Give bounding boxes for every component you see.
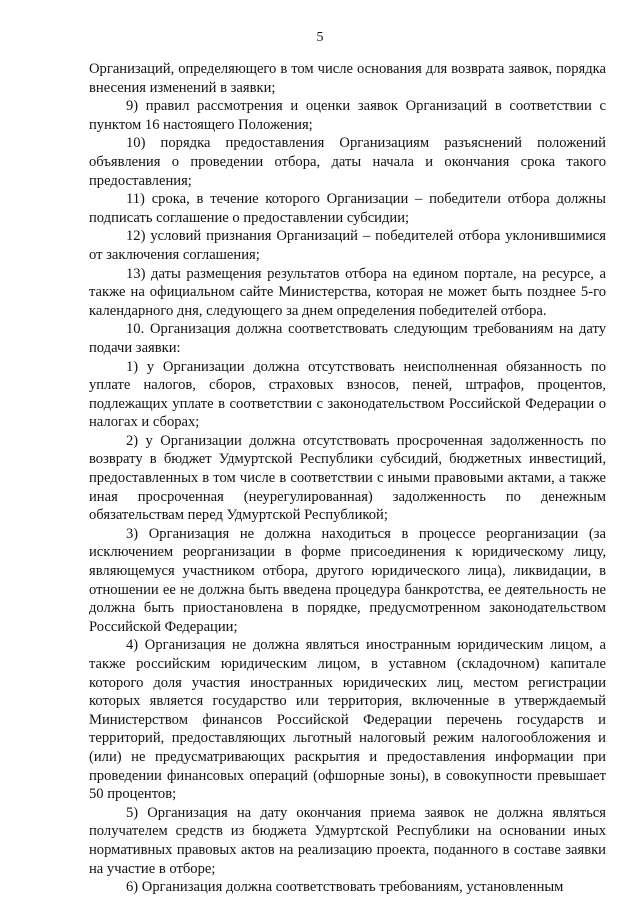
page-number: 5	[316, 30, 324, 45]
document-body	[89, 60, 606, 897]
paragraph-requirement-4: 4) Организация не должна являться иностранным юридическим лицом, а также российским юридическим лицом, в уставном (складочном) капитале которого доля участия иностранных юридических лиц, местом регистрации которых является государство или территория, включенные в утверждаемый Министерством финансов Российской Федерации перечень государств и территорий, предоставляющих льготный налоговый режим налогообложения и (или) не предусматривающих раскрытия и предоставления информации при проведении финансовых операций (офшорные зоны), в совокупности превышает 50 процентов;	[89, 637, 606, 803]
paragraph-section-10: 10. Организация должна соответствовать следующим требованиям на дату подачи заявки:	[89, 321, 606, 356]
paragraph-item-10: 10) порядка предоставления Организациям разъяснений положений объявления о проведении отбора, даты начала и окончания срока такого предоставления;	[89, 135, 606, 189]
paragraph-item-9: 9) правил рассмотрения и оценки заявок Организаций в соответствии с пунктом 16 настоящего Положения;	[89, 98, 606, 133]
paragraph-requirement-6: 6) Организация должна соответствовать требованиям, установленным	[126, 879, 564, 896]
paragraph-requirement-2: 2) у Организации должна отсутствовать просроченная задолженность по возврату в бюджет Удмуртской Республики субсидий, бюджетных инвестиций, предоставленных в том числе в соответствии с иными правовыми актами, а также иная просроченная (неурегулированная) задолженность по денежным обязательствам перед Удмуртской Республикой;	[89, 432, 606, 524]
paragraph-item-12: 12) условий признания Организаций – победителей отбора уклонившимися от заключения соглашения;	[89, 228, 606, 263]
paragraph-requirement-3: 3) Организация не должна находиться в процессе реорганизации (за исключением реорганизации в форме присоединения к юридическому лицу, являющемуся участником отбора, другого юридического лица), ликвидации, в отношении ее не должна быть введена процедура банкротства, ее деятельность не должна быть приостановлена в порядке, предусмотренном законодательством Российской Федерации;	[89, 525, 606, 635]
paragraph-requirement-5: 5) Организация на дату окончания приема заявок не должна являться получателем средств из бюджета Удмуртской Республики на основании иных нормативных правовых актов на реализацию проекта, поданного в составе заявки на участие в отборе;	[89, 804, 606, 877]
paragraph-item-11: 11) срока, в течение которого Организации – победители отбора должны подписать соглашение о предоставлении субсидии;	[89, 191, 606, 226]
paragraph-requirement-1: 1) у Организации должна отсутствовать неисполненная обязанность по уплате налогов, сборов, страховых взносов, пеней, штрафов, процентов, подлежащих уплате в соответствии с законодательством Российской Федерации о налогах и сборах;	[89, 358, 606, 431]
paragraph-item-13: 13) даты размещения результатов отбора на едином портале, на ресурсе, а также на официальном сайте Министерства, которая не может быть позднее 5-го календарного дня, следующего за днем определения победителей отбора.	[89, 265, 606, 319]
paragraph-continuation: Организаций, определяющего в том числе основания для возврата заявок, порядка внесения изменений в заявки;	[89, 61, 606, 96]
